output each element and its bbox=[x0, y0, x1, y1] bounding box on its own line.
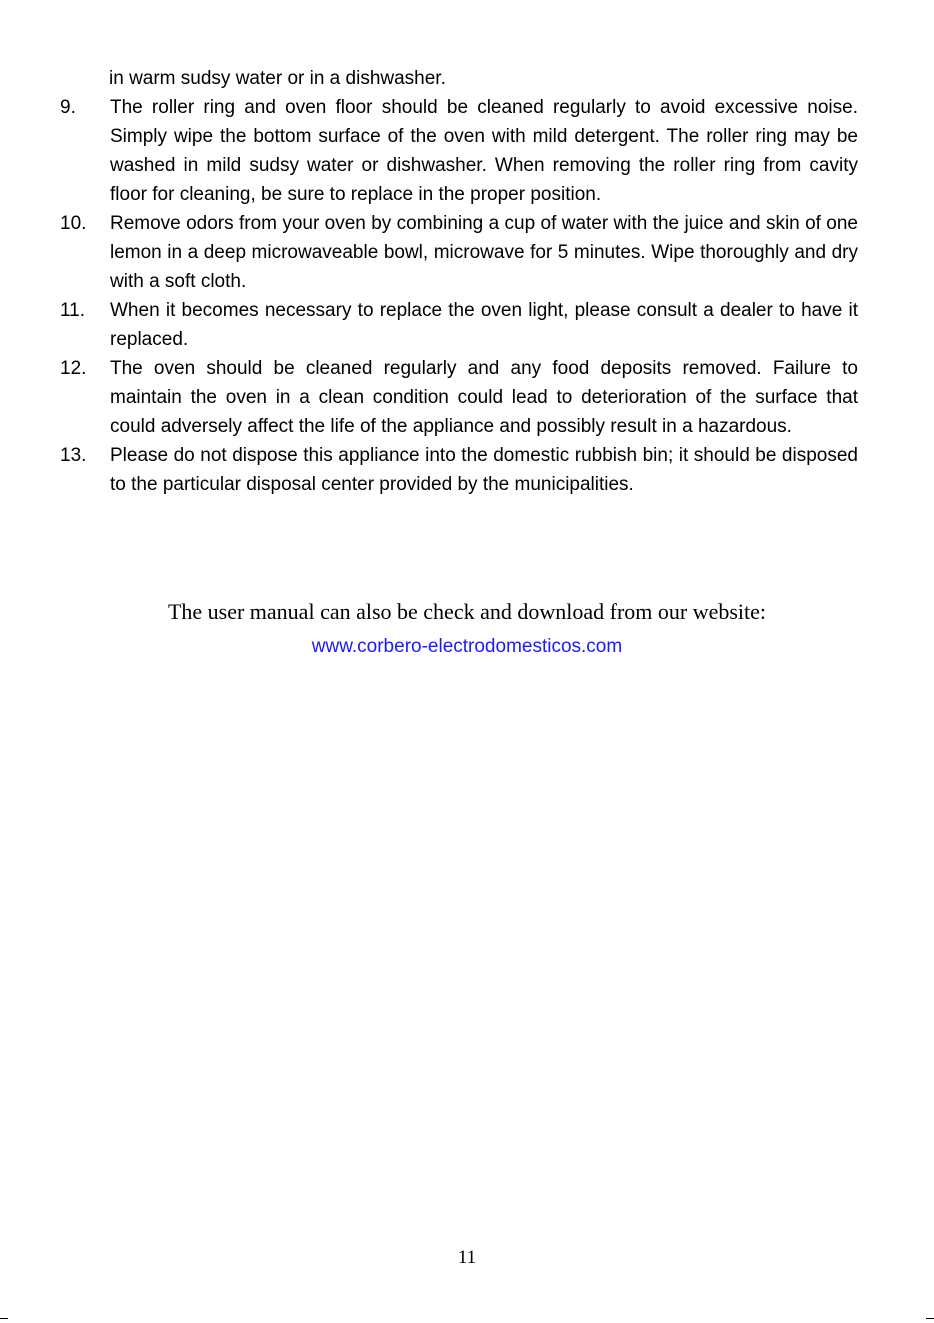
list-item bbox=[60, 93, 858, 209]
item-text: The oven should be cleaned regularly and any food deposits removed. Failure to maintain the oven in a clean condition could lead to deterioration of the surface that could adversely affect the life of the appliance and possibly result in a hazardous. bbox=[110, 358, 858, 437]
item-text: Remove odors from your oven by combining a cup of water with the juice and skin of one lemon in a deep microwaveable bowl, microwave for 5 minutes. Wipe thoroughly and dry with a soft cloth. bbox=[110, 213, 858, 292]
item-number: 10. bbox=[60, 213, 87, 234]
list-item bbox=[60, 209, 858, 296]
item-text: When it becomes necessary to replace the oven light, please consult a dealer to have it replaced. bbox=[110, 300, 858, 350]
website-link[interactable]: www.corbero-electrodomesticos.com bbox=[311, 636, 623, 657]
item-number: 13. bbox=[60, 445, 87, 466]
list-item bbox=[60, 296, 858, 354]
item-number: 9. bbox=[60, 97, 76, 118]
continuation-text: in warm sudsy water or in a dishwasher. bbox=[109, 68, 446, 89]
crop-mark-left bbox=[0, 1318, 8, 1319]
item-text: Please do not dispose this appliance into the domestic rubbish bin; it should be disposed to the particular disposal center provided by the municipalities. bbox=[110, 445, 858, 495]
website-note: The user manual can also be check and download from our website: bbox=[167, 599, 767, 624]
list-item bbox=[60, 441, 858, 499]
item-number: 11. bbox=[60, 300, 86, 321]
instruction-list bbox=[60, 93, 858, 499]
list-item bbox=[60, 354, 858, 441]
item-number: 12. bbox=[60, 358, 87, 379]
item-text: The roller ring and oven floor should be cleaned regularly to avoid excessive noise. Simply wipe the bottom surface of the oven with mild detergent. The roller ring may be washed in mild sudsy water or dishwasher. When removing the roller ring from cavity floor for cleaning, be sure to replace in the proper position. bbox=[110, 97, 858, 205]
page-number: 11 bbox=[457, 1247, 477, 1268]
crop-mark-right bbox=[926, 1318, 934, 1319]
